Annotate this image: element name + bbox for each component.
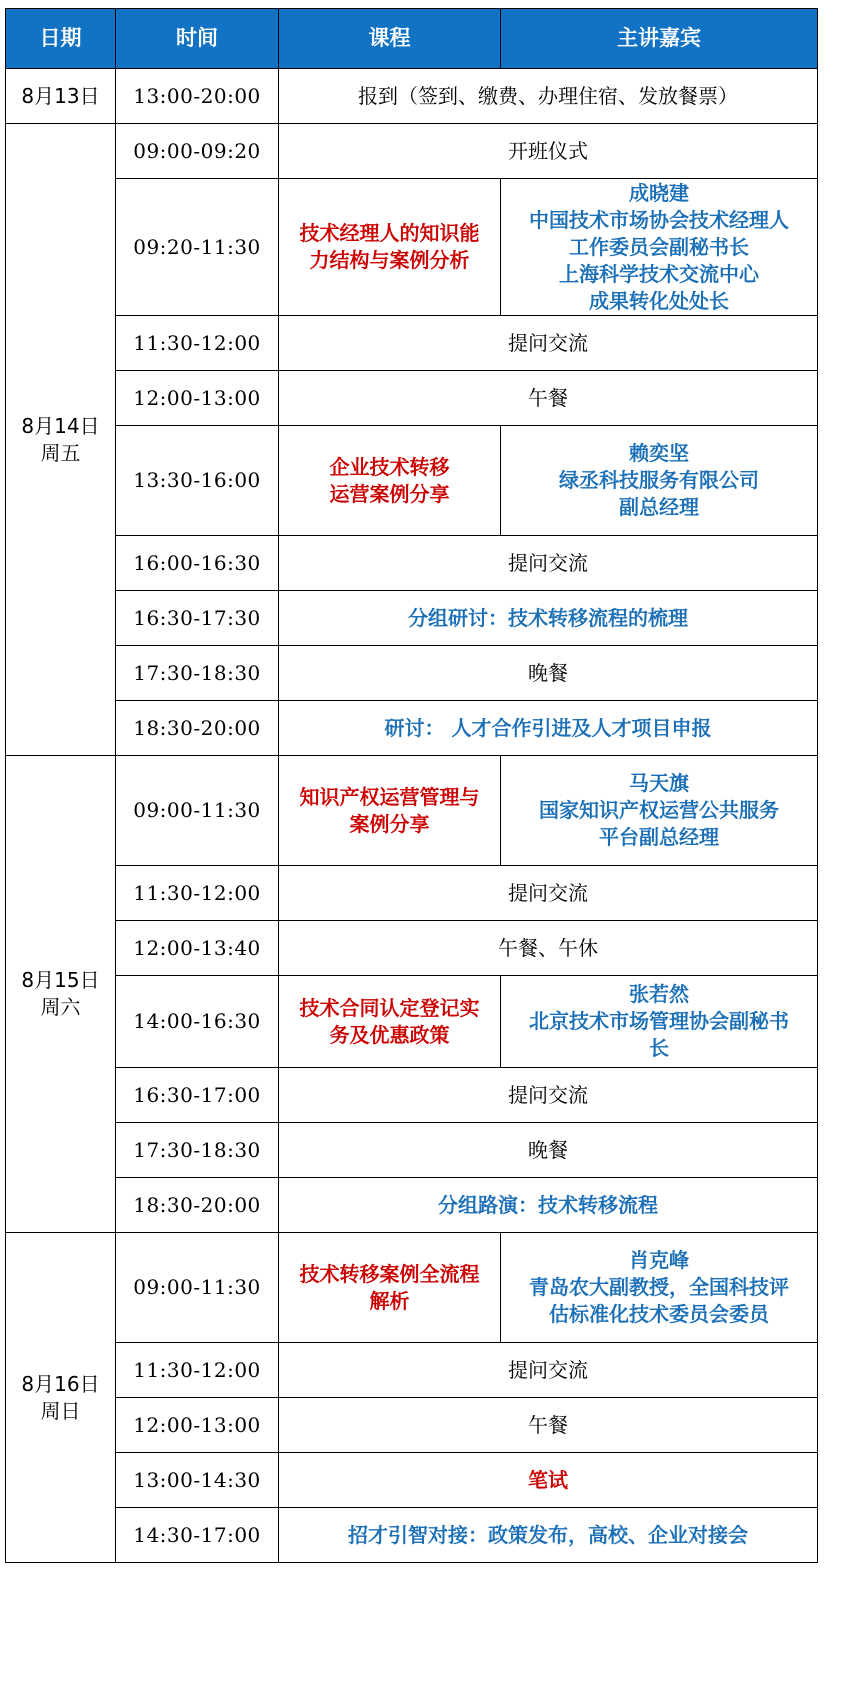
activity-cell: 提问交流 bbox=[279, 866, 818, 921]
speaker-cell bbox=[501, 1233, 818, 1343]
speaker-title-line: 中国技术市场协会技术经理人 bbox=[529, 207, 789, 232]
time-cell: 17:30-18:30 bbox=[116, 1123, 279, 1178]
table-row bbox=[6, 646, 818, 701]
activity-cell: 午餐 bbox=[279, 1398, 818, 1453]
activity-cell: 研讨： 人才合作引进及人才项目申报 bbox=[279, 701, 818, 756]
header-row bbox=[6, 9, 818, 69]
time-cell: 17:30-18:30 bbox=[116, 646, 279, 701]
header-course: 课程 bbox=[279, 9, 501, 69]
course-cell bbox=[279, 976, 501, 1068]
header-speaker: 主讲嘉宾 bbox=[501, 9, 818, 69]
speaker-title-line: 成果转化处处长 bbox=[589, 288, 729, 313]
activity-cell: 报到（签到、缴费、办理住宿、发放餐票） bbox=[279, 69, 818, 124]
date-cell bbox=[6, 69, 116, 124]
course-title-line: 案例分享 bbox=[349, 811, 430, 836]
course-title-line: 运营案例分享 bbox=[329, 481, 450, 506]
table-row bbox=[6, 1453, 818, 1508]
time-cell: 16:30-17:00 bbox=[116, 1068, 279, 1123]
speaker-name: 成晓建 bbox=[629, 180, 689, 205]
speaker-name: 肖克峰 bbox=[629, 1248, 689, 1272]
time-cell: 09:00-09:20 bbox=[116, 124, 279, 179]
header-date: 日期 bbox=[6, 9, 116, 69]
time-cell: 12:00-13:40 bbox=[116, 921, 279, 976]
time-cell: 11:30-12:00 bbox=[116, 1343, 279, 1398]
time-cell: 12:00-13:00 bbox=[116, 1398, 279, 1453]
table-row bbox=[6, 1233, 818, 1343]
time-cell: 18:30-20:00 bbox=[116, 1178, 279, 1233]
activity-cell: 开班仪式 bbox=[279, 124, 818, 179]
speaker-cell bbox=[501, 179, 818, 316]
course-cell bbox=[279, 1233, 501, 1343]
activity-cell: 笔试 bbox=[279, 1453, 818, 1508]
speaker-title-line: 平台副总经理 bbox=[599, 825, 719, 849]
speaker-name: 张若然 bbox=[629, 982, 689, 1006]
course-title-line: 解析 bbox=[369, 1288, 410, 1313]
speaker-title-line: 绿丞科技服务有限公司 bbox=[559, 468, 759, 492]
table-row bbox=[6, 921, 818, 976]
table-row bbox=[6, 866, 818, 921]
course-title-line: 技术合同认定登记实 bbox=[299, 995, 480, 1020]
activity-cell: 提问交流 bbox=[279, 1343, 818, 1398]
table-row bbox=[6, 591, 818, 646]
schedule-table bbox=[5, 8, 818, 1563]
speaker-title-line: 国家知识产权运营公共服务 bbox=[539, 798, 779, 822]
date-label: 8月16日 bbox=[21, 1371, 100, 1396]
table-row bbox=[6, 1398, 818, 1453]
speaker-cell bbox=[501, 756, 818, 866]
activity-cell: 提问交流 bbox=[279, 1068, 818, 1123]
table-row bbox=[6, 124, 818, 179]
time-cell: 13:00-14:30 bbox=[116, 1453, 279, 1508]
time-cell: 13:30-16:00 bbox=[116, 426, 279, 536]
course-title-line: 技术经理人的知识能 bbox=[299, 221, 480, 245]
date-label: 8月15日 bbox=[21, 968, 100, 992]
activity-cell: 提问交流 bbox=[279, 316, 818, 371]
time-cell: 13:00-20:00 bbox=[116, 69, 279, 124]
time-cell: 11:30-12:00 bbox=[116, 316, 279, 371]
activity-cell: 分组研讨：技术转移流程的梳理 bbox=[279, 591, 818, 646]
date-cell bbox=[6, 1233, 116, 1563]
course-cell bbox=[279, 756, 501, 866]
date-cell bbox=[6, 756, 116, 1233]
activity-cell: 招才引智对接：政策发布，高校、企业对接会 bbox=[279, 1508, 818, 1563]
speaker-name: 赖奕坚 bbox=[629, 441, 689, 465]
speaker-title-line: 北京技术市场管理协会副秘书 bbox=[529, 1009, 789, 1033]
time-cell: 12:00-13:00 bbox=[116, 371, 279, 426]
activity-cell: 提问交流 bbox=[279, 536, 818, 591]
date-label: 8月13日 bbox=[21, 83, 100, 108]
weekday-label: 周五 bbox=[40, 440, 81, 465]
activity-cell: 午餐 bbox=[279, 371, 818, 426]
speaker-cell bbox=[501, 426, 818, 536]
time-cell: 18:30-20:00 bbox=[116, 701, 279, 756]
activity-cell: 晚餐 bbox=[279, 646, 818, 701]
table-row bbox=[6, 316, 818, 371]
course-title-line: 务及优惠政策 bbox=[329, 1022, 450, 1047]
speaker-name: 马天旗 bbox=[629, 771, 689, 795]
table-row bbox=[6, 179, 818, 316]
time-cell: 09:00-11:30 bbox=[116, 756, 279, 866]
time-cell: 09:20-11:30 bbox=[116, 179, 279, 316]
speaker-title-line: 估标准化技术委员会委员 bbox=[549, 1302, 769, 1326]
speaker-title-line: 工作委员会副秘书长 bbox=[569, 234, 749, 259]
table-row bbox=[6, 1508, 818, 1563]
table-row bbox=[6, 1123, 818, 1178]
speaker-title-line: 长 bbox=[649, 1036, 669, 1060]
schedule-container bbox=[5, 8, 818, 1563]
course-title-line: 力结构与案例分析 bbox=[309, 248, 470, 272]
table-row bbox=[6, 756, 818, 866]
course-title-line: 技术转移案例全流程 bbox=[299, 1261, 480, 1286]
speaker-title-line: 青岛农大副教授，全国科技评 bbox=[529, 1275, 789, 1299]
time-cell: 16:00-16:30 bbox=[116, 536, 279, 591]
table-row bbox=[6, 69, 818, 124]
table-row bbox=[6, 1068, 818, 1123]
course-title-line: 企业技术转移 bbox=[329, 454, 450, 479]
weekday-label: 周日 bbox=[40, 1398, 81, 1423]
course-cell bbox=[279, 426, 501, 536]
date-cell bbox=[6, 124, 116, 756]
activity-cell: 晚餐 bbox=[279, 1123, 818, 1178]
table-row bbox=[6, 1343, 818, 1398]
course-cell bbox=[279, 179, 501, 316]
table-row bbox=[6, 976, 818, 1068]
time-cell: 09:00-11:30 bbox=[116, 1233, 279, 1343]
table-row bbox=[6, 1178, 818, 1233]
course-title-line: 知识产权运营管理与 bbox=[299, 784, 480, 809]
time-cell: 14:00-16:30 bbox=[116, 976, 279, 1068]
weekday-label: 周六 bbox=[40, 995, 81, 1019]
table-row bbox=[6, 536, 818, 591]
table-row bbox=[6, 426, 818, 536]
activity-cell: 午餐、午休 bbox=[279, 921, 818, 976]
time-cell: 11:30-12:00 bbox=[116, 866, 279, 921]
speaker-title-line: 上海科学技术交流中心 bbox=[559, 261, 759, 286]
speaker-cell bbox=[501, 976, 818, 1068]
time-cell: 14:30-17:00 bbox=[116, 1508, 279, 1563]
time-cell: 16:30-17:30 bbox=[116, 591, 279, 646]
activity-cell: 分组路演：技术转移流程 bbox=[279, 1178, 818, 1233]
speaker-title-line: 副总经理 bbox=[619, 495, 699, 519]
header-time: 时间 bbox=[116, 9, 279, 69]
date-label: 8月14日 bbox=[21, 413, 100, 438]
table-row bbox=[6, 701, 818, 756]
table-row bbox=[6, 371, 818, 426]
